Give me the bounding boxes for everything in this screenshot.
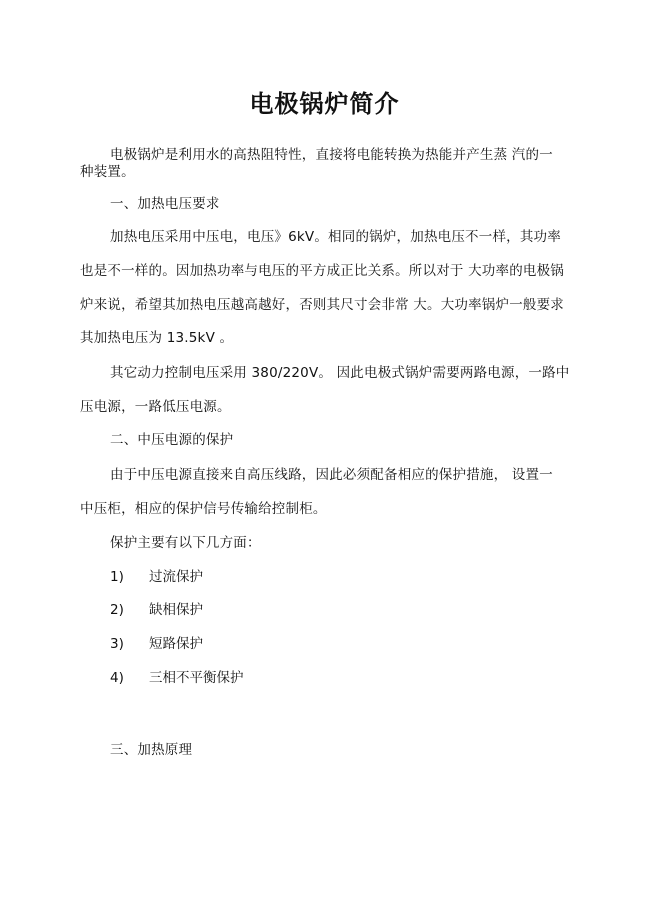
paragraph-line: 其它动力控制电压采用 380/220V。 因此电极式锅炉需要两路电源，一路中	[110, 365, 570, 381]
intro-line-2: 种装置。	[80, 164, 135, 180]
paragraph-line: 其加热电压为 13.5kV 。	[80, 330, 234, 346]
list-number: 2)	[110, 602, 124, 618]
section-heading-voltage: 一、加热电压要求	[110, 196, 220, 212]
paragraph-line: 也是不一样的。因加热功率与电压的平方成正比关系。所以对于 大功率的电极锅	[80, 263, 564, 279]
paragraph-line: 中压柜，相应的保护信号传输给控制柜。	[80, 501, 327, 517]
list-number: 4)	[110, 670, 124, 686]
section-heading-principle: 三、加热原理	[110, 742, 193, 758]
list-number: 3)	[110, 636, 124, 652]
paragraph-line: 加热电压采用中压电，电压》6kV。相同的锅炉，加热电压不一样，其功率	[110, 229, 561, 245]
intro-line-1: 电极锅炉是利用水的高热阻特性，直接将电能转换为热能并产生蒸 汽的一	[110, 147, 553, 163]
list-intro: 保护主要有以下几方面：	[110, 535, 261, 551]
list-item: 短路保护	[149, 636, 203, 652]
paragraph-line: 炉来说，希望其加热电压越高越好，否则其尺寸会非常 大。大功率锅炉一般要求	[80, 297, 564, 313]
paragraph-line: 压电源，一路低压电源。	[80, 399, 231, 415]
list-item: 过流保护	[149, 569, 203, 585]
list-item: 三相不平衡保护	[149, 670, 244, 686]
paragraph-line: 由于中压电源直接来自高压线路，因此必须配备相应的保护措施， 设置一	[110, 467, 553, 483]
list-number: 1)	[110, 569, 124, 585]
page-title: 电极锅炉简介	[249, 90, 400, 118]
list-item: 缺相保护	[149, 602, 203, 618]
section-heading-protection: 二、中压电源的保护	[110, 432, 234, 448]
